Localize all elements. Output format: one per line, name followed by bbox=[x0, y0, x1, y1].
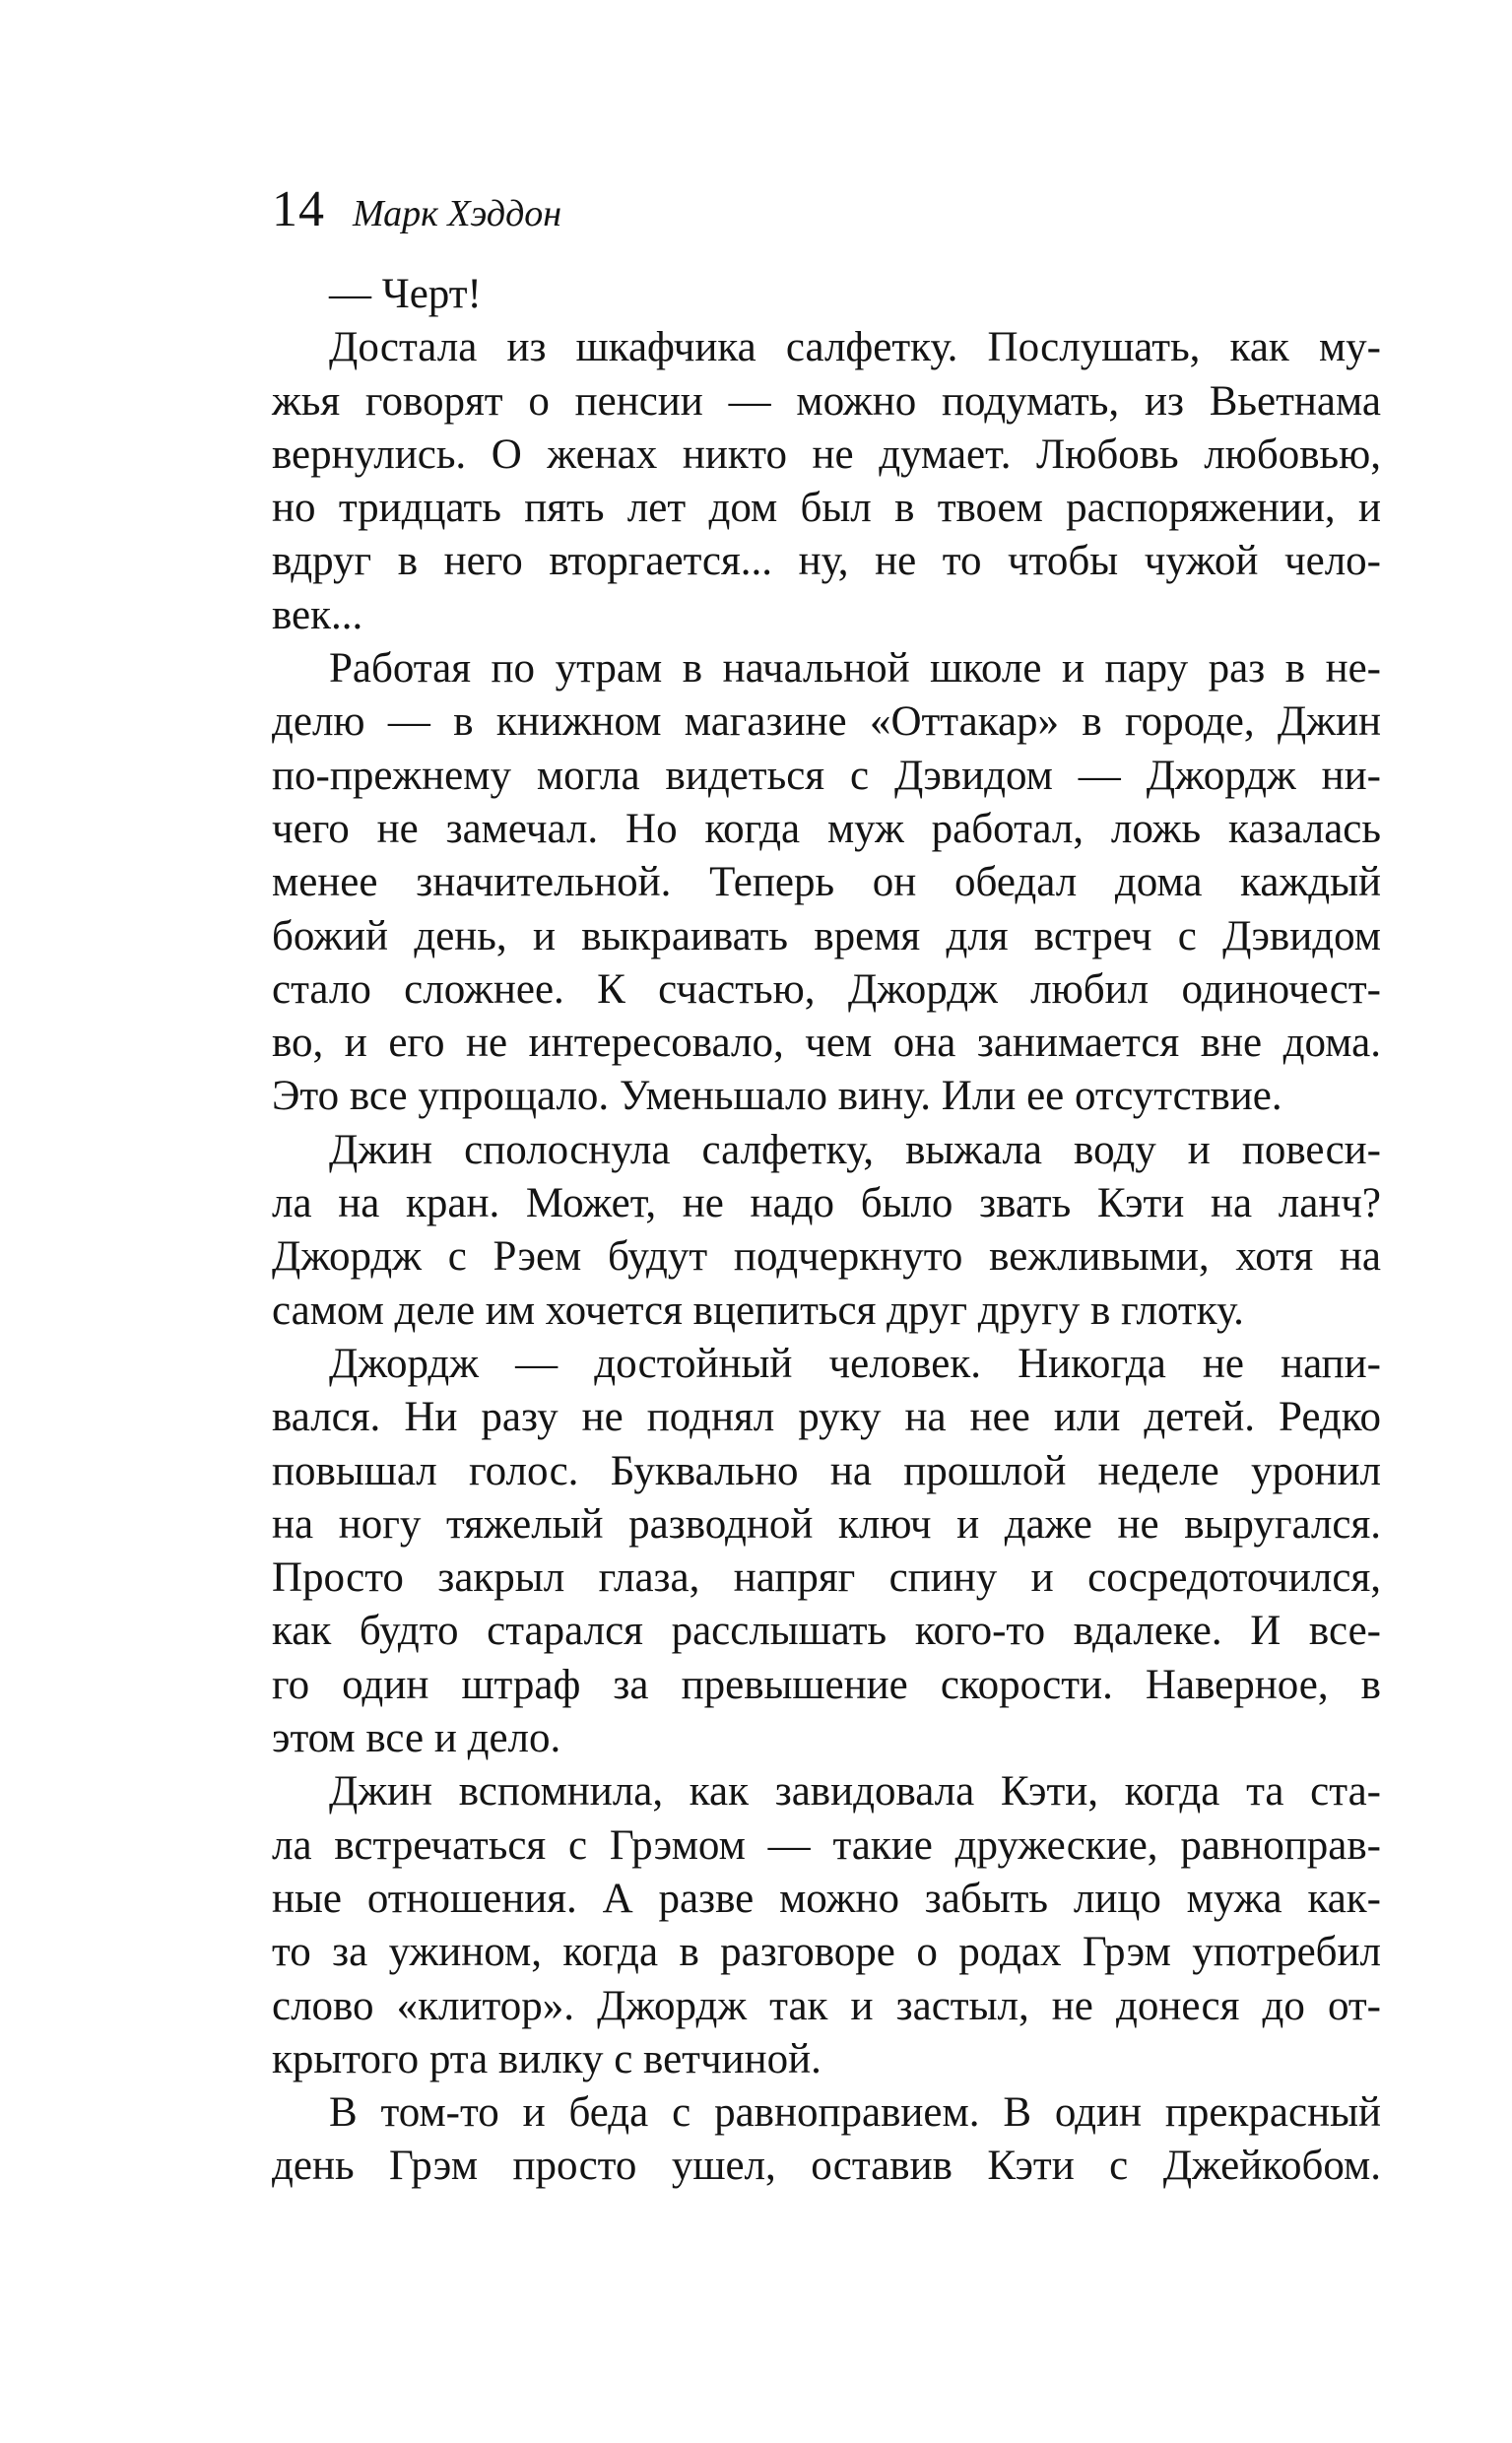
text-line: — Черт! bbox=[329, 271, 482, 317]
text-line: менее значительной. Теперь он обедал дома каждый bbox=[272, 859, 1381, 906]
page-number: 14 bbox=[272, 181, 325, 237]
text-line: вернулись. О женах никто не думает. Любовь любовью, bbox=[272, 430, 1381, 478]
text-line: чего не замечал. Но когда муж работал, ложь казалась bbox=[272, 805, 1381, 852]
text-line: божий день, и выкраивать время для встреч с Дэвидом bbox=[272, 912, 1381, 959]
text-line: век... bbox=[272, 591, 363, 638]
text-line: ла на кран. Может, не надо было звать Кэти на ланч? bbox=[272, 1180, 1381, 1227]
text-line: ные отношения. А разве можно забыть лицо мужа как- bbox=[272, 1875, 1381, 1922]
running-head-author: Марк Хэддон bbox=[353, 193, 562, 234]
text-line: самом деле им хочется вцепиться друг другу в глотку. bbox=[272, 1287, 1244, 1334]
text-line: то за ужином, когда в разговоре о родах Грэм употребил bbox=[272, 1929, 1381, 1976]
text-line: день Грэм просто ушел, оставив Кэти с Джейкобом. bbox=[272, 2143, 1381, 2190]
text-line: Джордж с Рэем будут подчеркнуто вежливыми, хотя на bbox=[272, 1233, 1381, 1281]
text-line: повышал голос. Буквально на прошлой неделе уронил bbox=[272, 1447, 1381, 1494]
text-line: во, и его не интересовало, чем она занимается вне дома. bbox=[272, 1020, 1381, 1067]
text-line: В том-то и беда с равноправием. В один прекрасный bbox=[329, 2089, 1381, 2137]
text-line: стало сложнее. К счастью, Джордж любил одиночест- bbox=[272, 965, 1381, 1013]
text-line: Просто закрыл глаза, напряг спину и сосредоточился, bbox=[272, 1554, 1381, 1602]
text-line: по-прежнему могла видеться с Дэвидом — Джордж ни- bbox=[272, 752, 1381, 799]
text-line: делю — в книжном магазине «Оттакар» в городе, Джин bbox=[272, 698, 1381, 746]
text-line: слово «клитор». Джордж так и застыл, не донеся до от- bbox=[272, 1982, 1381, 2029]
text-line: как будто старался расслышать кого-то вдалеке. И все- bbox=[272, 1608, 1381, 1655]
running-head bbox=[272, 175, 561, 244]
text-line: Джин вспомнила, как завидовала Кэти, когда та ста- bbox=[329, 1768, 1381, 1816]
text-line: ла встречаться с Грэмом — такие дружеские, равноправ- bbox=[272, 1821, 1381, 1869]
text-line: Это все упрощало. Уменьшало вину. Или ее отсутствие. bbox=[272, 1073, 1282, 1120]
text-line: на ногу тяжелый разводной ключ и даже не выругался. bbox=[272, 1500, 1381, 1548]
text-line: вдруг в него вторгается... ну, не то чтобы чужой чело- bbox=[272, 538, 1381, 585]
text-line: Достала из шкафчика салфетку. Послушать, как му- bbox=[329, 324, 1381, 371]
text-line: крытого рта вилку с ветчиной. bbox=[272, 2035, 822, 2082]
text-line: го один штраф за превышение скорости. Наверное, в bbox=[272, 1661, 1381, 1708]
text-line: но тридцать пять лет дом был в твоем распоряжении, и bbox=[272, 485, 1381, 532]
text-line: Джин сполоснула салфетку, выжала воду и повеси- bbox=[329, 1126, 1381, 1173]
text-line: Джордж — достойный человек. Никогда не напи- bbox=[329, 1340, 1381, 1387]
body-text bbox=[272, 268, 1381, 2194]
text-line: вался. Ни разу не поднял руку на нее или детей. Редко bbox=[272, 1394, 1381, 1441]
text-line: жья говорят о пенсии — можно подумать, из Вьетнама bbox=[272, 377, 1381, 425]
text-line: Работая по утрам в начальной школе и пару раз в не- bbox=[329, 645, 1381, 693]
text-line: этом все и дело. bbox=[272, 1715, 561, 1762]
